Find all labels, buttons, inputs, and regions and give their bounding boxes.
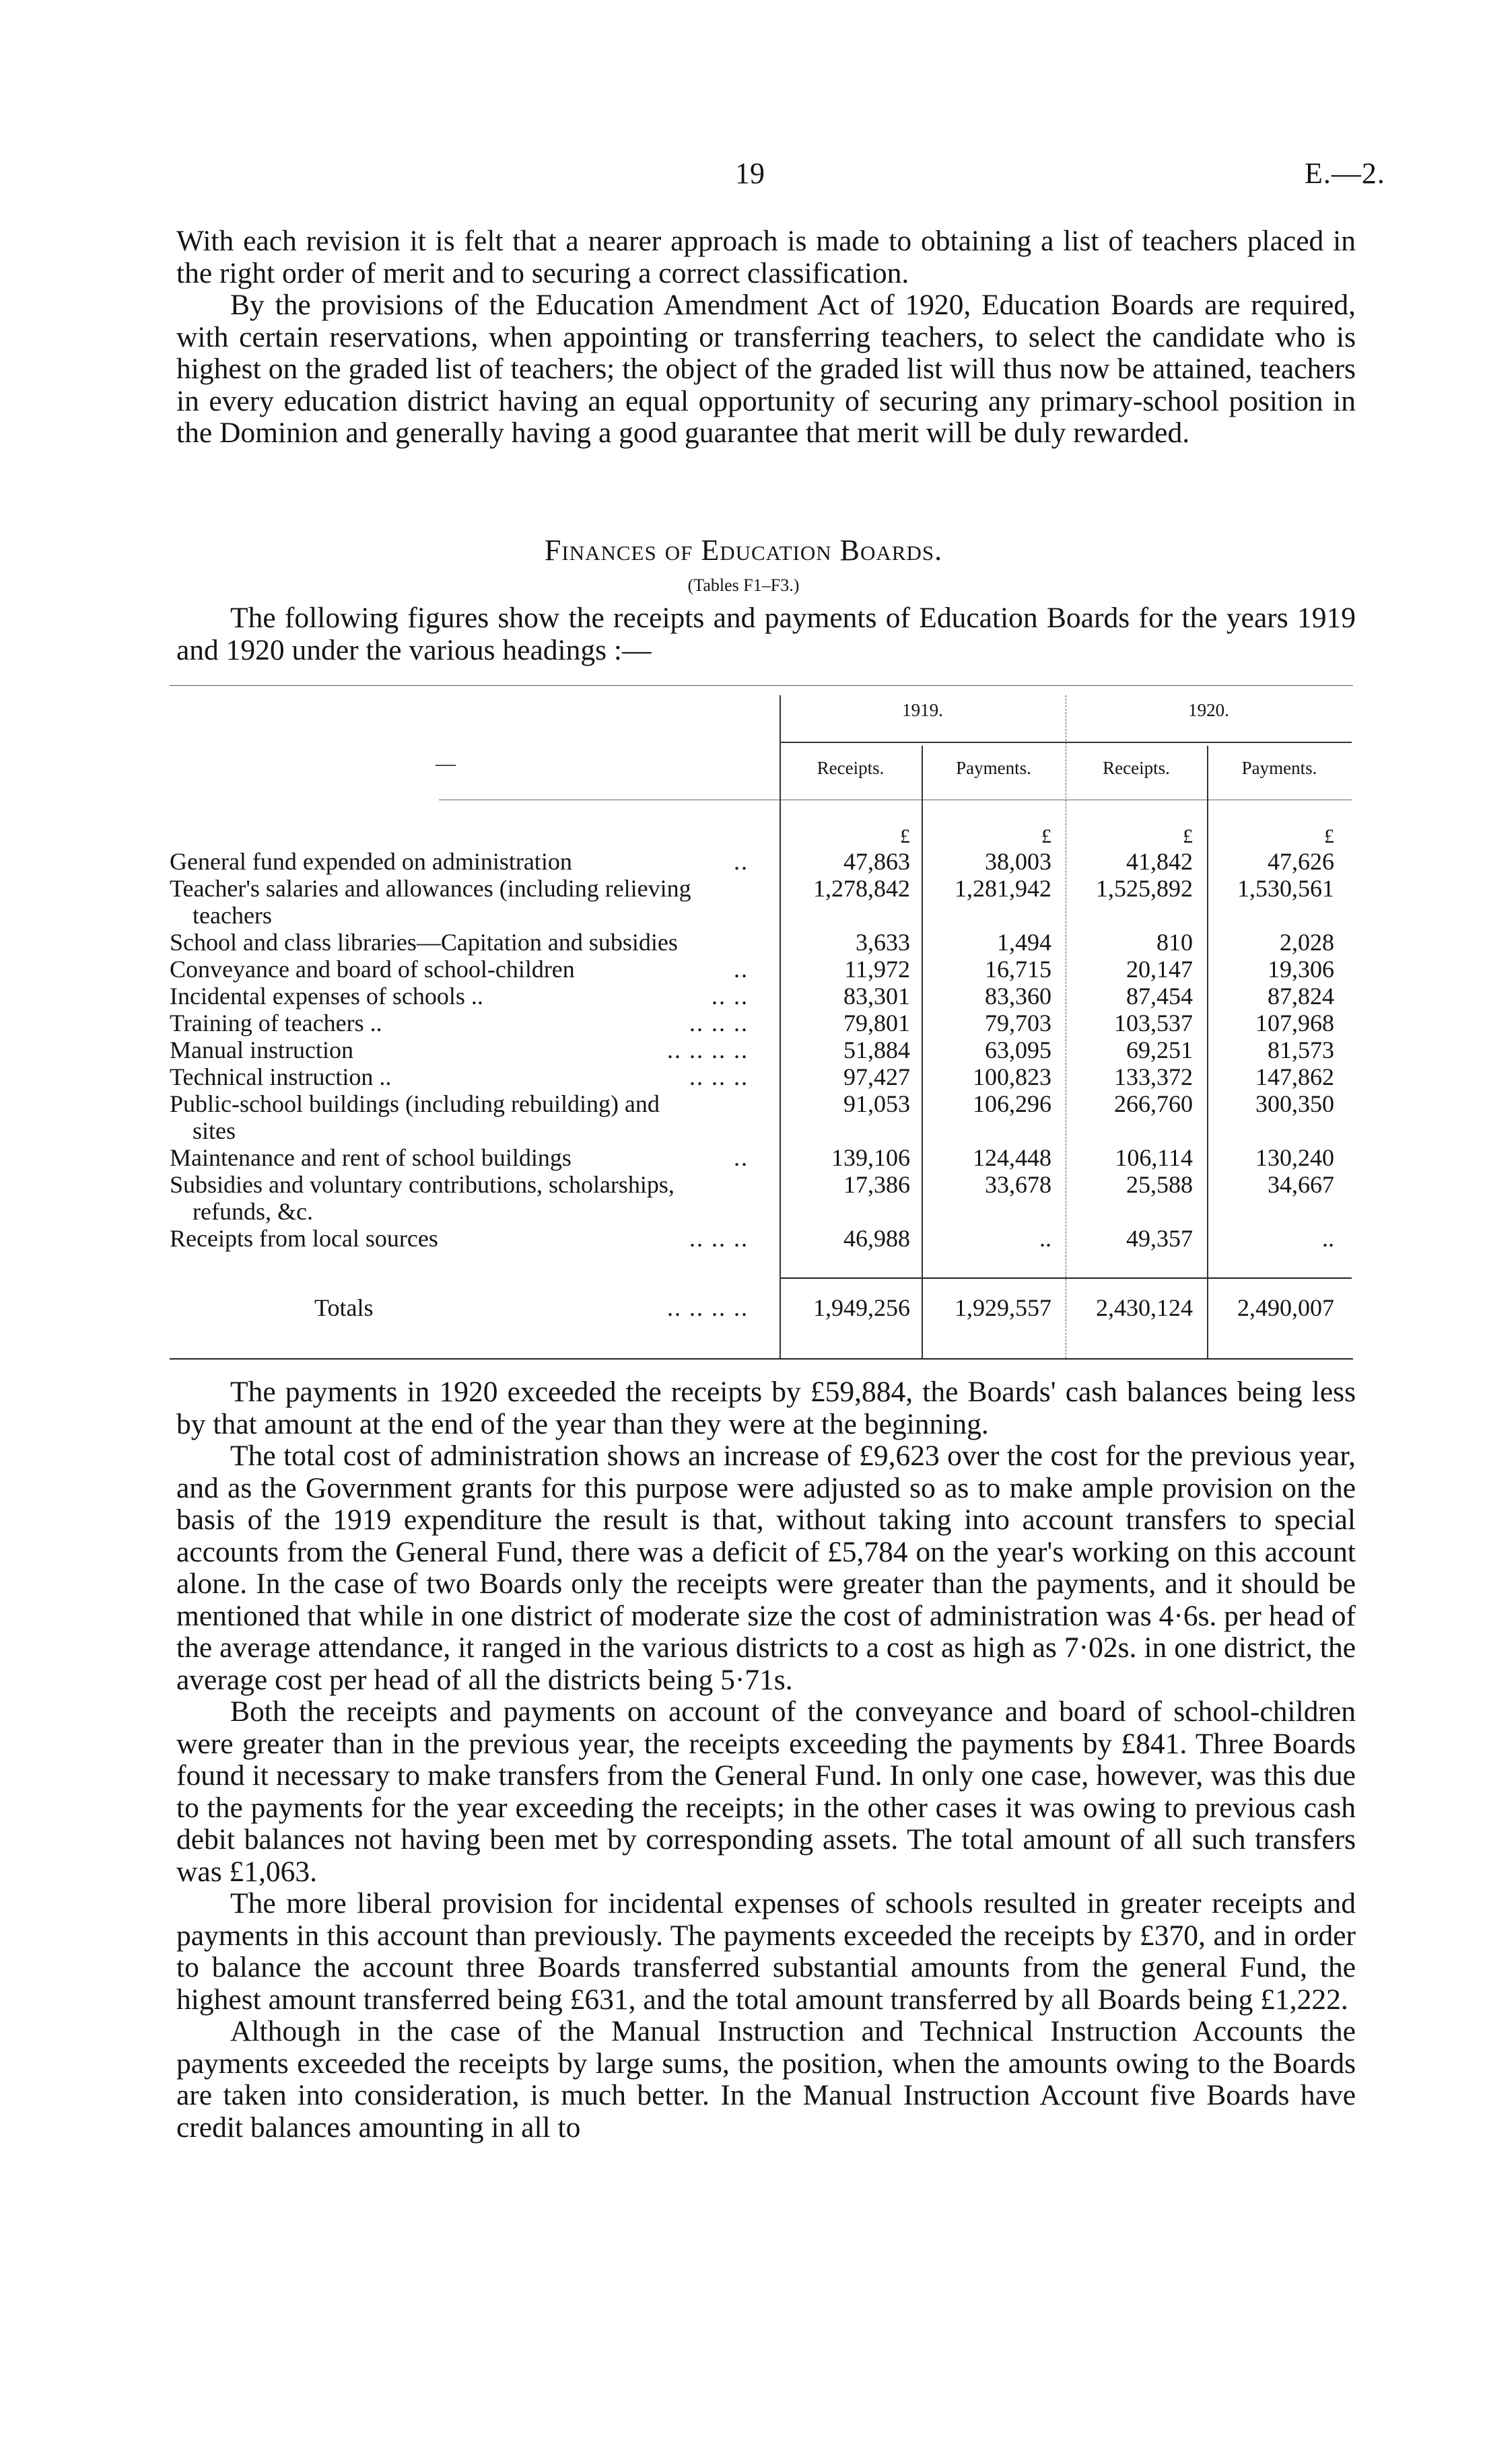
table-cell: 139,106 [831, 1144, 910, 1171]
stub-header: — [436, 752, 456, 775]
currency-symbol: £ [1324, 825, 1334, 847]
table-cell: 49,357 [1126, 1225, 1193, 1252]
table-cell: 25,588 [1126, 1171, 1193, 1198]
table-cell: 106,114 [1115, 1144, 1193, 1171]
table-cell: 83,301 [843, 983, 910, 1010]
totals-row-label [170, 1294, 762, 1321]
row-label-text: Receipts from local sources [170, 1225, 438, 1252]
table-cell: 106,296 [973, 1090, 1051, 1117]
section-title: Finances of Education Boards. [544, 534, 943, 567]
row-label-text: Subsidies and voluntary contributions, scholarships, [170, 1171, 675, 1198]
table-cell: 11,972 [844, 956, 910, 983]
table-cell: 130,240 [1255, 1144, 1334, 1171]
table-cell: 107,968 [1255, 1010, 1334, 1036]
section-lead [176, 602, 1356, 666]
table-cell: 1,525,892 [1096, 875, 1193, 902]
discussion-text [176, 1376, 1356, 2144]
table-row-label [170, 848, 762, 875]
table-row-label [170, 875, 762, 929]
paragraph: Although in the case of the Manual Instruction and Technical Instruction Accounts the payments exceeded the receipts by large sums, the position, when the amounts owing to the Boards are taken into consideration, is much better. In the Manual Instruction Account five Boards have credit balances amounting in all to [176, 2015, 1356, 2144]
table-cell: 87,824 [1268, 983, 1334, 1010]
table-row-label [170, 1010, 762, 1036]
table-cell: 103,537 [1114, 1010, 1193, 1036]
table-row-label [170, 956, 762, 983]
paragraph: With each revision it is felt that a nearer approach is made to obtaining a list of teachers placed in the right order of merit and to securing a correct classification. [176, 225, 1356, 289]
table-cell: 3,633 [856, 929, 910, 956]
table-cell: 300,350 [1255, 1090, 1334, 1117]
table-cell: 91,053 [843, 1090, 910, 1117]
paragraph: The more liberal provision for incidental expenses of schools resulted in greater receipts and payments in this account than previously. The payments exceeded the receipts by £370, and in order to balance the account three Boards transferred substantial amounts from the general Fund, the highest amount transferred being £631, and the total amount transferred by all Boards being £1,222. [176, 1887, 1356, 2016]
table-cell: 81,573 [1268, 1036, 1334, 1063]
page-number: 19 [735, 157, 765, 190]
currency-symbol: £ [900, 825, 910, 847]
table-row-label [170, 1225, 762, 1252]
row-label-text: Incidental expenses of schools .. [170, 983, 483, 1010]
table-cell: 16,715 [985, 956, 1051, 983]
leader-dots: .. .. [712, 983, 749, 1010]
section-subtitle: (Tables F1–F3.) [687, 575, 800, 595]
table-cell: 51,884 [843, 1036, 910, 1063]
paragraph: By the provisions of the Education Amendment Act of 1920, Education Boards are required, with certain reservations, when appointing or transferring teachers, to select the candidate who is highest on the graded list of teachers; the object of the graded list will thus now be attained, teachers in every education district having an equal opportunity of securing any primary-school position in the Dominion and generally having a good guarantee that merit will be duly rewarded. [176, 289, 1356, 449]
subheader-receipts-1919: Receipts. [817, 758, 885, 778]
leader-dots: .. [734, 1144, 749, 1171]
row-label-text: General fund expended on administration [170, 848, 572, 875]
leader-dots: .. .. .. [689, 1010, 749, 1036]
table-cell: 63,095 [985, 1036, 1051, 1063]
table-bottom-rule [170, 1358, 1353, 1360]
table-cell: 100,823 [973, 1063, 1051, 1090]
row-label-text: Manual instruction [170, 1036, 353, 1063]
finance-table [170, 685, 1353, 1369]
row-label-text: Teacher's salaries and allowances (including relieving [170, 875, 691, 902]
table-cell: 124,448 [973, 1144, 1051, 1171]
table-cell: 266,760 [1114, 1090, 1193, 1117]
table-cell: 17,386 [843, 1171, 910, 1198]
table-row-label [170, 1090, 762, 1144]
leader-dots: .. [734, 956, 749, 983]
currency-symbol: £ [1183, 825, 1193, 847]
row-label-text: Conveyance and board of school-children [170, 956, 575, 983]
table-cell: 46,988 [843, 1225, 910, 1252]
table-cell: 133,372 [1114, 1063, 1193, 1090]
paragraph: The payments in 1920 exceeded the receipts by £59,884, the Boards' cash balances being less by that amount at the end of the year than they were at the beginning. [176, 1376, 1356, 1440]
intro-text [176, 225, 1356, 450]
row-label-continuation: sites [193, 1117, 236, 1144]
total-payments-1920: 2,490,007 [1237, 1294, 1334, 1321]
total-payments-1919: 1,929,557 [955, 1294, 1051, 1321]
table-cell: 47,863 [843, 848, 910, 875]
paragraph: Both the receipts and payments on account of the conveyance and board of school-children were greater than in the previous year, the receipts exceeding the payments by £841. Three Boards found it necessary to make transfers from the General Fund. In only one case, however, was this due to the payments for the year exceeding the receipts; in the other cases it was owing to previous cash debit balances not having been met by corresponding assets. The total amount of all such transfers was £1,063. [176, 1695, 1356, 1888]
table-row-label [170, 1144, 762, 1171]
totals-label: Totals [314, 1294, 374, 1321]
table-cell: 83,360 [985, 983, 1051, 1010]
table-row-label [170, 1063, 762, 1090]
total-receipts-1920: 2,430,124 [1096, 1294, 1193, 1321]
subheader-payments-1920: Payments. [1241, 758, 1317, 778]
year-header-1919: 1919. [902, 700, 943, 720]
subheader-receipts-1920: Receipts. [1103, 758, 1170, 778]
table-cell: 810 [1156, 929, 1193, 956]
table-cell: 1,530,561 [1237, 875, 1334, 902]
table-cell: .. [1039, 1225, 1051, 1252]
table-row-label [170, 929, 762, 956]
table-cell: 79,801 [843, 1010, 910, 1036]
table-cell: 1,278,842 [813, 875, 910, 902]
leader-dots: .. .. .. .. [667, 1294, 749, 1321]
row-label-text: Training of teachers .. [170, 1010, 382, 1036]
table-cell: 41,842 [1126, 848, 1193, 875]
table-top-rule [170, 685, 1353, 686]
row-label-text: Technical instruction .. [170, 1063, 392, 1090]
table-cell: 79,703 [985, 1010, 1051, 1036]
year-header-1920: 1920. [1188, 700, 1229, 720]
table-cell: 33,678 [985, 1171, 1051, 1198]
leader-dots: .. .. .. [689, 1063, 749, 1090]
row-label-text: School and class libraries—Capitation and subsidies [170, 929, 678, 956]
leader-dots: .. .. .. .. [667, 1036, 749, 1063]
table-cell: 38,003 [985, 848, 1051, 875]
table-cell: 97,427 [843, 1063, 910, 1090]
total-receipts-1919: 1,949,256 [813, 1294, 910, 1321]
table-cell: 20,147 [1126, 956, 1193, 983]
table-cell: 147,862 [1255, 1063, 1334, 1090]
table-row-label [170, 983, 762, 1010]
paragraph: The total cost of administration shows an increase of £9,623 over the cost for the previous year, and as the Government grants for this purpose were adjusted so as to make ample provision on the basis of the 1919 expenditure the result is that, without taking into account transfers to special accounts from the General Fund, there was a deficit of £5,784 on the year's working on this account alone. In the case of two Boards only the receipts were greater than the payments, and it should be mentioned that while in one district of moderate size the cost of administration was 4·6s. per head of the average attendance, it ranged in the various districts to a cost as high as 7·02s. in one district, the average cost per head of all the districts being 5·71s. [176, 1440, 1356, 1696]
paragraph: The following figures show the receipts and payments of Education Boards for the years 1919 and 1920 under the various headings :— [176, 602, 1356, 666]
table-cell: 87,454 [1126, 983, 1193, 1010]
table-cell: 1,281,942 [955, 875, 1051, 902]
leader-dots: .. [734, 848, 749, 875]
row-label-continuation: teachers [193, 902, 272, 929]
row-label-text: Maintenance and rent of school buildings [170, 1144, 572, 1171]
subheader-payments-1919: Payments. [956, 758, 1031, 778]
table-cell: 69,251 [1126, 1036, 1193, 1063]
table-cell: 2,028 [1280, 929, 1334, 956]
table-cell: 34,667 [1268, 1171, 1334, 1198]
row-label-text: Public-school buildings (including rebuilding) and [170, 1090, 660, 1117]
leader-dots: .. .. .. [689, 1225, 749, 1252]
table-row-label [170, 1036, 762, 1063]
table-cell: .. [1322, 1225, 1334, 1252]
table-cell: 19,306 [1268, 956, 1334, 983]
page-header [0, 156, 1487, 197]
currency-symbol: £ [1041, 825, 1051, 847]
document-reference: E.—2. [1305, 157, 1385, 190]
row-label-continuation: refunds, &c. [193, 1198, 313, 1225]
table-row-label [170, 1171, 762, 1225]
table-cell: 1,494 [997, 929, 1051, 956]
table-cell: 47,626 [1268, 848, 1334, 875]
